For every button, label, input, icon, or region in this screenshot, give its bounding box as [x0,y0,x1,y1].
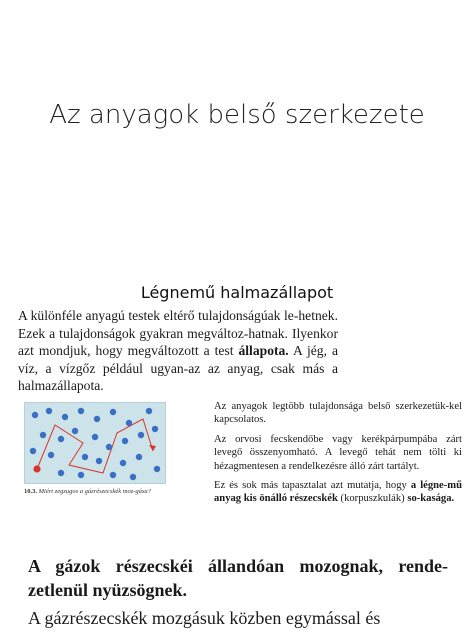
intro-bold-term: állapota. [238,343,289,359]
intro-text-b: A jég, a víz, a vízgőz például ugyan-az az anyag, csak más a halmazállapota. [18,343,338,394]
path-arrowhead [149,445,156,451]
right-p3-bold-1: a légne-mű anyag kis önálló részecskék [214,480,463,505]
right-column-text [214,400,462,512]
right-paragraph-2: Az orvosi fecskendőbe vagy kerékpárpumpába zárt levegő összenyomható. A levegő tehát nem tölti ki hézagmentesen a rendelkezésre álló zárt tartályt. [214,433,462,472]
caption-number: 10.3. [24,488,37,495]
figure-caption [24,488,174,496]
zigzag-path [37,419,153,473]
right-p3-text-a: Ez és sok más tapasztalat azt mutatja, hogy [214,480,411,492]
caption-text: Miért zegzugos a gázrészecskék moz-gása? [38,488,151,495]
right-p3-text-b: (korpuszkulák) [337,493,408,505]
right-paragraph-1: Az anyagok legtöbb tulajdonsága belső szerkezetük-kel kapcsolatos. [214,401,462,426]
gas-particles-figure [24,402,166,484]
section-title: Légnemű halmazállapot [140,283,334,302]
tracked-particle-red [33,465,40,472]
right-paragraph-3 [214,479,462,506]
slide-title: Az anyagok belső szerkezete [49,100,425,130]
gas-particles-illustration [25,403,165,483]
intro-paragraph [18,307,338,395]
intro-text-a: A különféle anyagú testek eltérő tulajdonságúak le-hetnek. Ezek a tulajdonságok gyakran megváltoz-hatnak. Ilyenkor azt mondjuk, hogy megváltozott a test [18,308,338,359]
key-statement: A gázok részecskéi állandóan mozognak, rende-zetlenül nyüzsögnek. [28,556,448,600]
right-p3-bold-2: so-kasága. [407,493,455,505]
particles [30,408,160,480]
continuation-line: A gázrészecskék mozgásuk közben egymással és [28,608,381,628]
